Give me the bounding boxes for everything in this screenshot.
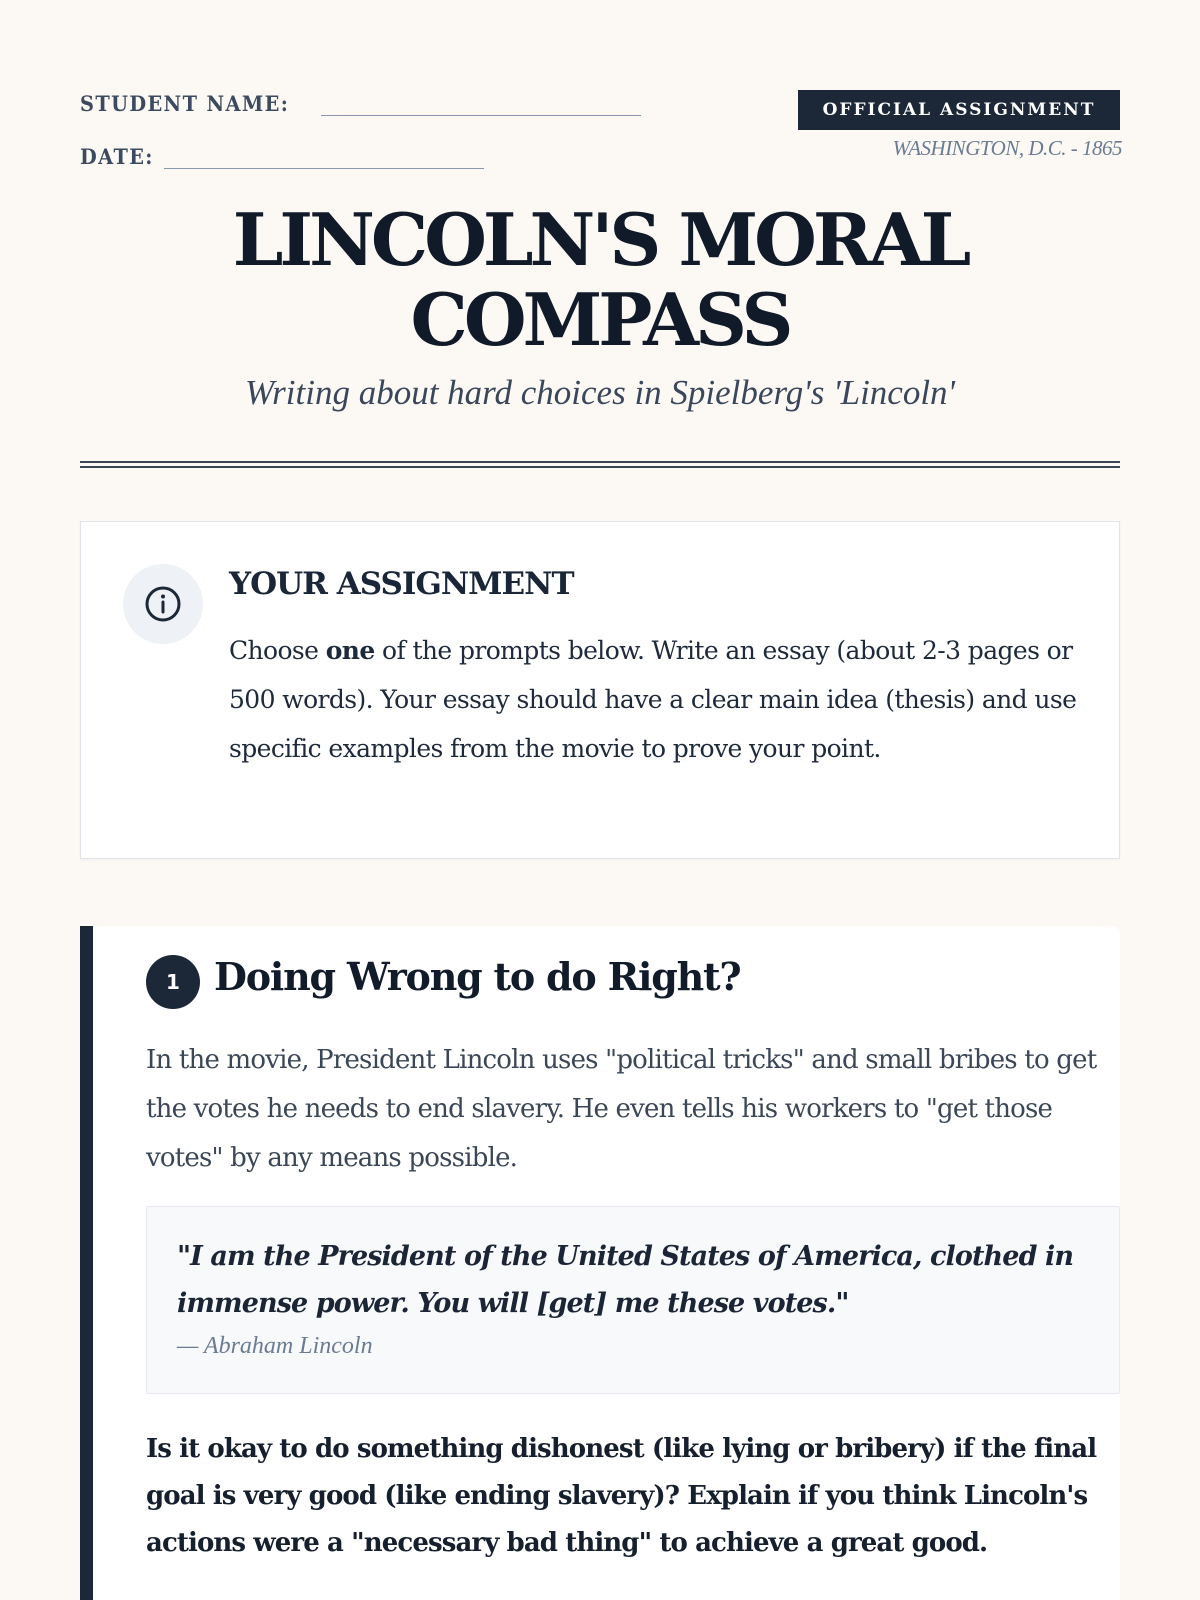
prompt-card-1	[80, 926, 1120, 1600]
prompt-question: Is it okay to do something dishonest (like lying or bribery) if the final goal is very good (like ending slavery)? Explain if you think Lincoln's actions were a "necessary bad thing" to achieve a great good.	[146, 1434, 1097, 1558]
date-label: DATE:	[80, 144, 154, 169]
page-title	[80, 197, 1120, 362]
quote-attribution: — Abraham Lincoln	[177, 1333, 373, 1359]
student-name-label: STUDENT NAME:	[80, 91, 290, 116]
header-divider	[80, 461, 1120, 468]
prompt-number-badge: 1	[146, 955, 200, 1009]
assignment-heading: YOUR ASSIGNMENT	[229, 566, 574, 602]
quote-text: "I am the President of the United States of America, clothed in immense power. You will [get] me these votes."	[177, 1241, 1074, 1319]
title-line-2: COMPASS	[410, 277, 790, 362]
date-line[interactable]	[164, 141, 484, 169]
quote-block	[146, 1206, 1120, 1394]
date-field	[80, 141, 484, 169]
worksheet-page	[80, 0, 1120, 1600]
page-subtitle: Writing about hard choices in Spielberg's 'Lincoln'	[244, 373, 956, 412]
student-name-field	[80, 88, 641, 116]
location-dateline: WASHINGTON, D.C. - 1865	[892, 136, 1122, 160]
assignment-box	[80, 521, 1120, 859]
prompt-body: In the movie, President Lincoln uses "political tricks" and small bribes to get the votes he needs to end slavery. He even tells his workers to "get those votes" by any means possible.	[146, 1045, 1097, 1173]
prompt-title: Doing Wrong to do Right?	[214, 954, 741, 999]
student-name-line[interactable]	[321, 88, 641, 116]
info-icon	[123, 564, 203, 644]
official-assignment-badge: OFFICIAL ASSIGNMENT	[798, 90, 1120, 130]
assignment-instructions: Choose one of the prompts below. Write an essay (about 2-3 pages or 500 words). Your essay should have a clear main idea (thesis) and use specific examples from the movie to prove your point.	[229, 636, 1077, 763]
title-line-1: LINCOLN'S MORAL	[232, 197, 968, 282]
